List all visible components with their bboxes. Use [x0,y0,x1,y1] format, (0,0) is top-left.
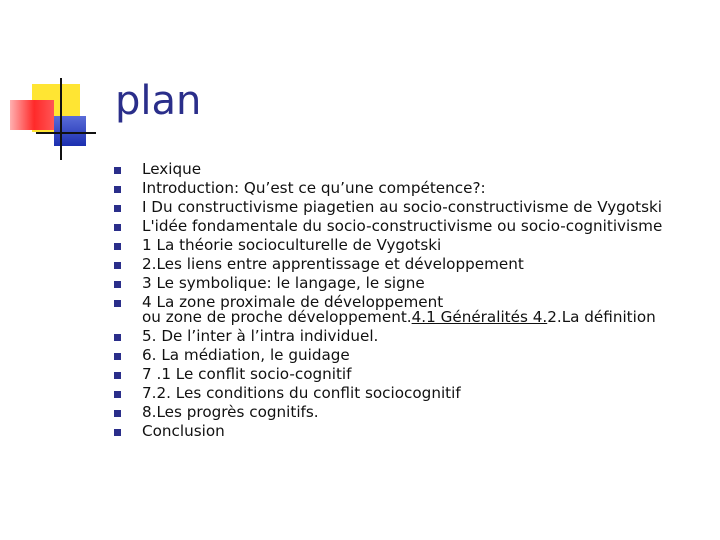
list-item-text: 7.2. Les conditions du conflit sociocognitif [142,384,461,402]
square-bullet-icon [114,281,121,288]
red-square [10,100,54,130]
square-bullet-icon [114,391,121,398]
list-item-continuation [142,308,714,327]
continuation-text: ou zone de proche développement. [142,308,412,326]
list-item [114,198,714,217]
list-item-text: 5. De l’inter à l’intra individuel. [142,327,379,345]
list-item [114,217,714,236]
blue-square [54,116,86,146]
square-bullet-icon [114,353,121,360]
list-item-text: 7 .1 Le conflit socio-cognitif [142,365,352,383]
list-item-text: 6. La médiation, le guidage [142,346,350,364]
list-item [114,327,714,346]
list-item-text: 3 Le symbolique: le langage, le signe [142,274,425,292]
list-item [114,346,714,365]
square-bullet-icon [114,334,121,341]
list-item-text: 1 La théorie socioculturelle de Vygotski [142,236,442,254]
square-bullet-icon [114,410,121,417]
list-item-text: I Du constructivisme piagetien au socio-constructivisme de Vygotski [142,198,662,216]
square-bullet-icon [114,167,121,174]
list-item [114,160,714,179]
square-bullet-icon [114,224,121,231]
list-item-text: 2.Les liens entre apprentissage et développement [142,255,524,273]
vertical-rule [60,78,62,160]
slide-title: plan [115,78,202,124]
list-item [114,255,714,274]
continuation-text-end: 2.La définition [547,308,656,326]
square-bullet-icon [114,300,121,307]
square-bullet-icon [114,429,121,436]
underlined-link-text[interactable]: 4.1 Généralités 4. [411,308,548,326]
list-item-text: Conclusion [142,422,225,440]
decorative-color-blocks [0,0,110,170]
list-item [114,384,714,403]
list-item-text: 8.Les progrès cognitifs. [142,403,319,421]
square-bullet-icon [114,372,121,379]
square-bullet-icon [114,186,121,193]
list-item-text: Introduction: Qu’est ce qu’une compétence?: [142,179,486,197]
square-bullet-icon [114,243,121,250]
list-item-text: 4 La zone proximale de développement [142,293,444,311]
outline-list [114,160,714,441]
list-item [114,293,714,327]
list-item [114,422,714,441]
list-item-text: Lexique [142,160,202,178]
square-bullet-icon [114,205,121,212]
list-item [114,403,714,422]
horizontal-rule [36,132,96,134]
list-item-text: L'idée fondamentale du socio-constructivisme ou socio-cognitivisme [142,217,663,235]
list-item [114,274,714,293]
list-item [114,236,714,255]
list-item [114,179,714,198]
list-item [114,365,714,384]
square-bullet-icon [114,262,121,269]
